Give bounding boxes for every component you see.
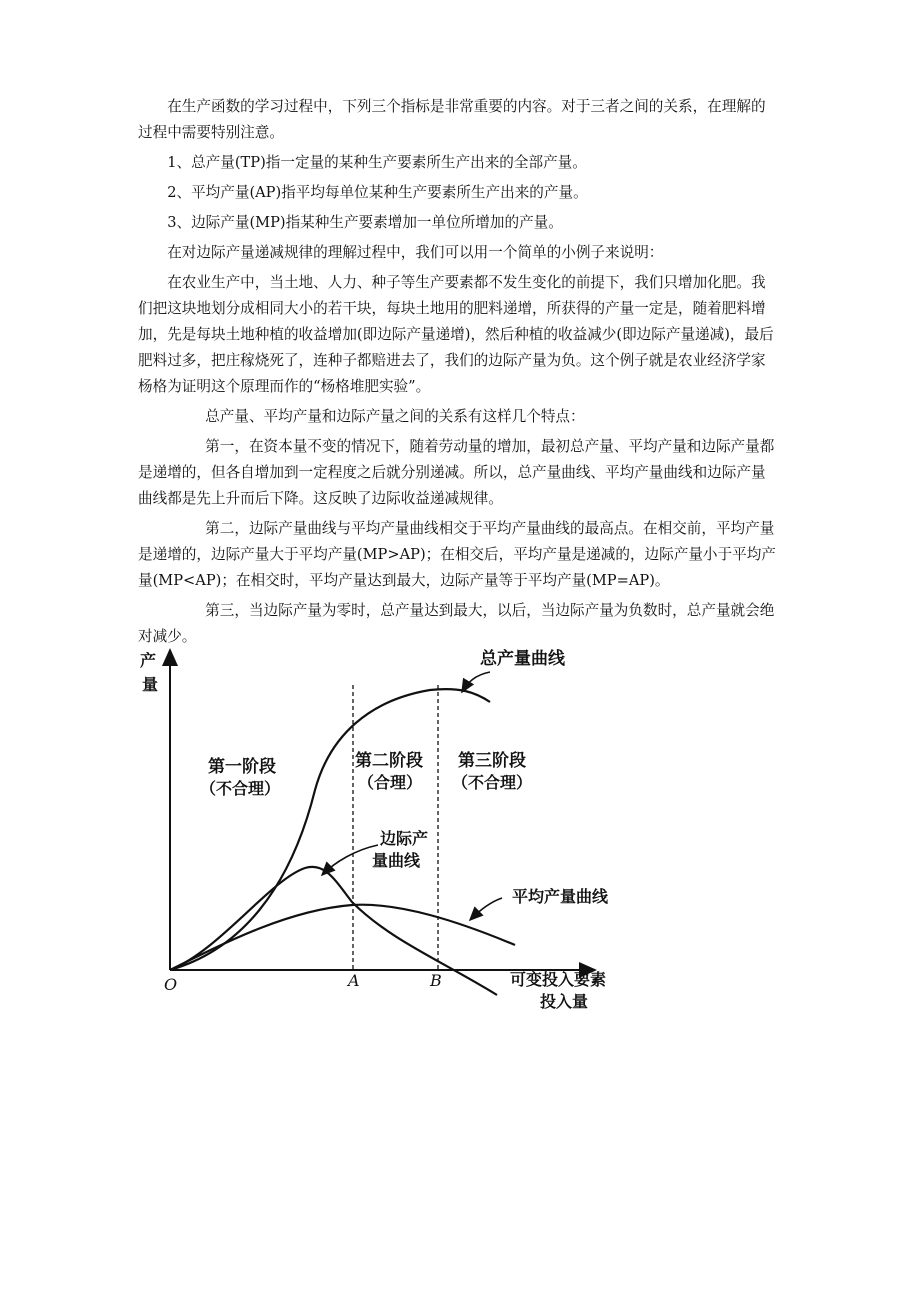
stage1-title: 第一阶段: [208, 757, 276, 777]
stage1-note: （不合理）: [200, 779, 281, 798]
definition-ap: 2、平均产量(AP)指平均每单位某种生产要素所生产出来的产量。: [167, 184, 588, 201]
features-heading: 总产量、平均产量和边际产量之间的关系有这样几个特点：: [205, 408, 585, 425]
mp-curve-label-2: 量曲线: [372, 851, 421, 870]
mp-curve-label-1: 边际产: [380, 829, 429, 848]
marginal-product-curve: [170, 867, 497, 995]
stage3-title: 第三阶段: [458, 751, 526, 771]
tp-curve-label: 总产量曲线: [480, 649, 565, 669]
example-paragraph: 在农业生产中，当土地、人力、种子等生产要素都不发生变化的前提下，我们只增加化肥。我们把这块地划分成相同大小的若干块，每块土地用的肥料递增，所获得的产量一定是，随着肥料增加，先是每块土地种植的收益增加(即边际产量递增)，然后种植的收益减少(即边际产量递减)，最后肥料过多，把庄稼烧死了，连种子都赔进去了，我们的边际产量为负。这个例子就是农业经济学家杨格为证明这个原理而作的“杨格堆肥实验”。: [138, 274, 774, 395]
average-product-curve: [170, 905, 515, 970]
mp-arrow: [322, 845, 378, 875]
definition-tp: 1、总产量(TP)指一定量的某种生产要素所生产出来的全部产量。: [167, 154, 587, 171]
feature-third: 第三，当边际产量为零时，总产量达到最大，以后，当边际产量为负数时，总产量就会绝对减少。: [138, 602, 775, 645]
ap-arrow: [470, 898, 502, 920]
y-axis-label-1: 产: [140, 651, 157, 670]
ap-curve-label: 平均产量曲线: [512, 887, 609, 906]
stage2-note: （合理）: [358, 773, 423, 792]
stage2-title: 第二阶段: [355, 751, 423, 771]
body-text: [138, 94, 778, 654]
feature-first: 第一，在资本量不变的情况下，随着劳动量的增加，最初总产量、平均产量和边际产量都是递增的，但各自增加到一定程度之后就分别递减。所以，总产量曲线、平均产量曲线和边际产量曲线都是先上升而后下降。这反映了边际收益递减规律。: [138, 438, 775, 507]
point-b-label: B: [430, 971, 442, 990]
example-intro: 在对边际产量递减规律的理解过程中，我们可以用一个简单的小例子来说明：: [167, 244, 664, 261]
point-a-label: A: [348, 971, 360, 990]
x-axis-label-2: 投入量: [540, 992, 589, 1011]
feature-second: 第二，边际产量曲线与平均产量曲线相交于平均产量曲线的最高点。在相交前，平均产量是递增的，边际产量大于平均产量(MP>AP)；在相交后，平均产量是递减的，边际产量小于平均产量(MP<AP)；在相交时，平均产量达到最大，边际产量等于平均产量(MP=AP)。: [138, 520, 776, 589]
y-axis-label-2: 量: [142, 675, 159, 694]
production-curves-diagram: [140, 640, 660, 1040]
x-axis-label-1: 可变投入要素: [510, 970, 607, 989]
origin-label: O: [164, 975, 178, 994]
total-product-curve: [170, 689, 490, 970]
stage3-note: （不合理）: [452, 773, 533, 792]
tp-arrow: [462, 672, 490, 692]
definition-mp: 3、边际产量(MP)指某种生产要素增加一单位所增加的产量。: [167, 214, 563, 231]
intro-paragraph: 在生产函数的学习过程中，下列三个指标是非常重要的内容。对于三者之间的关系，在理解的过程中需要特别注意。: [138, 98, 766, 141]
